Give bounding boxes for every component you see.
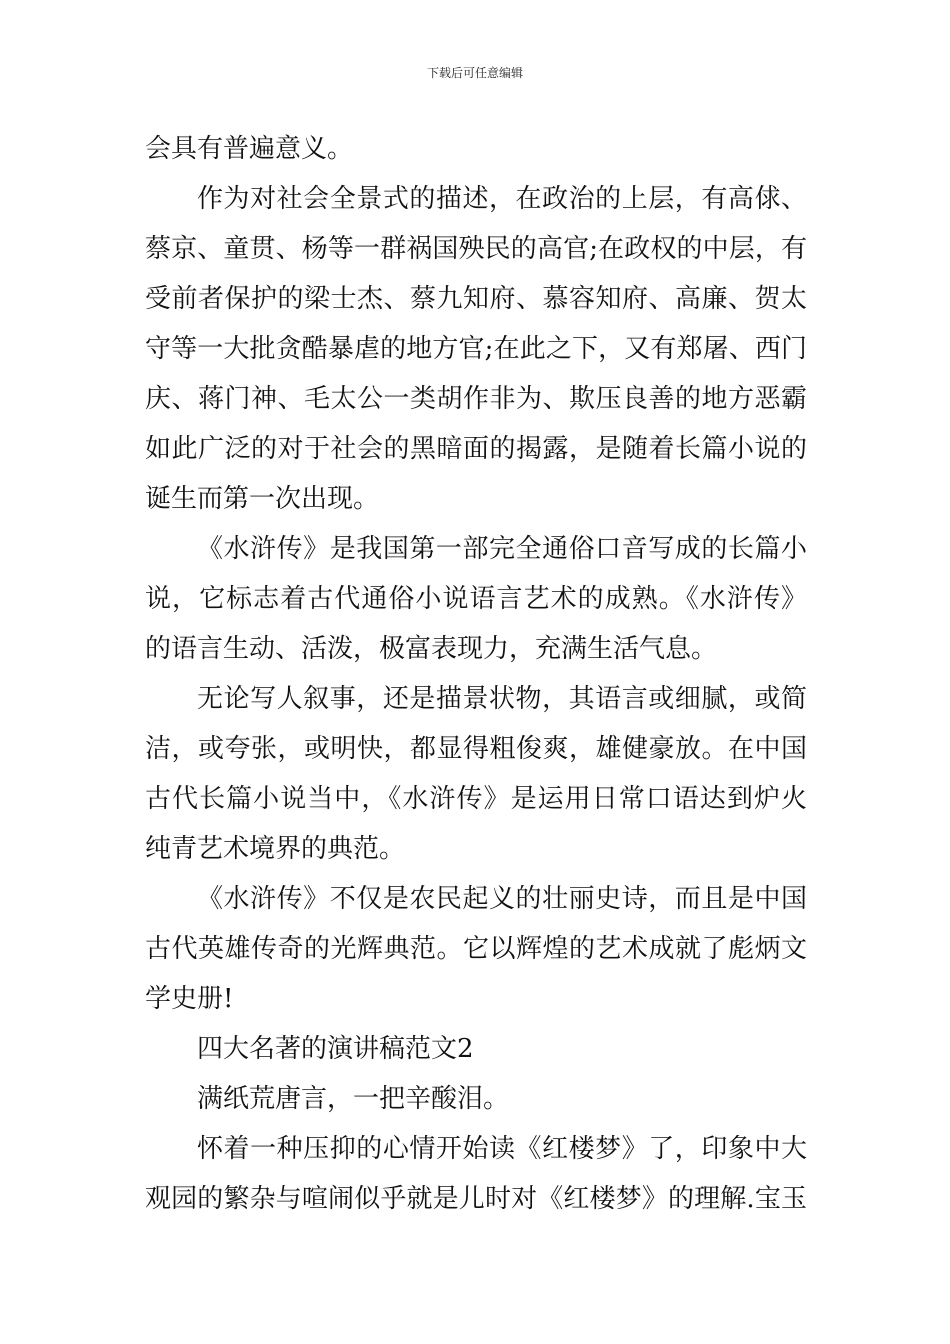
- text-line: 古代长篇小说当中，《水浒传》是运用日常口语达到炉火: [145, 784, 807, 814]
- text-line: 《水浒传》不仅是农民起义的壮丽史诗，而且是中国: [197, 884, 807, 914]
- text-line: 古代英雄传奇的光辉典范。它以辉煌的艺术成就了彪炳文: [145, 934, 807, 964]
- text-line: 作为对社会全景式的描述，在政治的上层，有高俅、: [197, 184, 807, 214]
- text-line: 的语言生动、活泼，极富表现力，充满生活气息。: [145, 634, 718, 664]
- text-line: 洁，或夸张，或明快，都显得粗俊爽，雄健豪放。在中国: [145, 734, 807, 764]
- text-line: 怀着一种压抑的心情开始读《红楼梦》了，印象中大: [197, 1134, 807, 1164]
- text-line: 会具有普遍意义。: [145, 134, 354, 164]
- text-line: 学史册!: [145, 984, 234, 1014]
- text-line: 观园的繁杂与喧闹似乎就是儿时对《红楼梦》的理解.宝玉: [145, 1184, 807, 1214]
- section-heading: 四大名著的演讲稿范文2: [197, 1034, 474, 1064]
- text-line: 说，它标志着古代通俗小说语言艺术的成熟。《水浒传》: [145, 584, 807, 614]
- text-line: 诞生而第一次出现。: [145, 484, 380, 514]
- text-line: 守等一大批贪酷暴虐的地方官;在此之下，又有郑屠、西门: [145, 334, 807, 364]
- text-line: 无论写人叙事，还是描景状物，其语言或细腻，或简: [197, 684, 807, 714]
- document-body: [145, 124, 807, 1224]
- text-line: 如此广泛的对于社会的黑暗面的揭露，是随着长篇小说的: [145, 434, 807, 464]
- text-line: 蔡京、童贯、杨等一群祸国殃民的高官;在政权的中层，有: [145, 234, 807, 264]
- text-line: 庆、蒋门神、毛太公一类胡作非为、欺压良善的地方恶霸: [145, 384, 807, 414]
- text-line: 满纸荒唐言，一把辛酸泪。: [197, 1084, 510, 1114]
- text-line: 纯青艺术境界的典范。: [145, 834, 406, 864]
- text-line: 受前者保护的梁士杰、蔡九知府、慕容知府、高廉、贺太: [145, 284, 807, 314]
- page-header-note: 下载后可任意编辑: [426, 66, 523, 80]
- text-line: 《水浒传》是我国第一部完全通俗口音写成的长篇小: [197, 534, 807, 564]
